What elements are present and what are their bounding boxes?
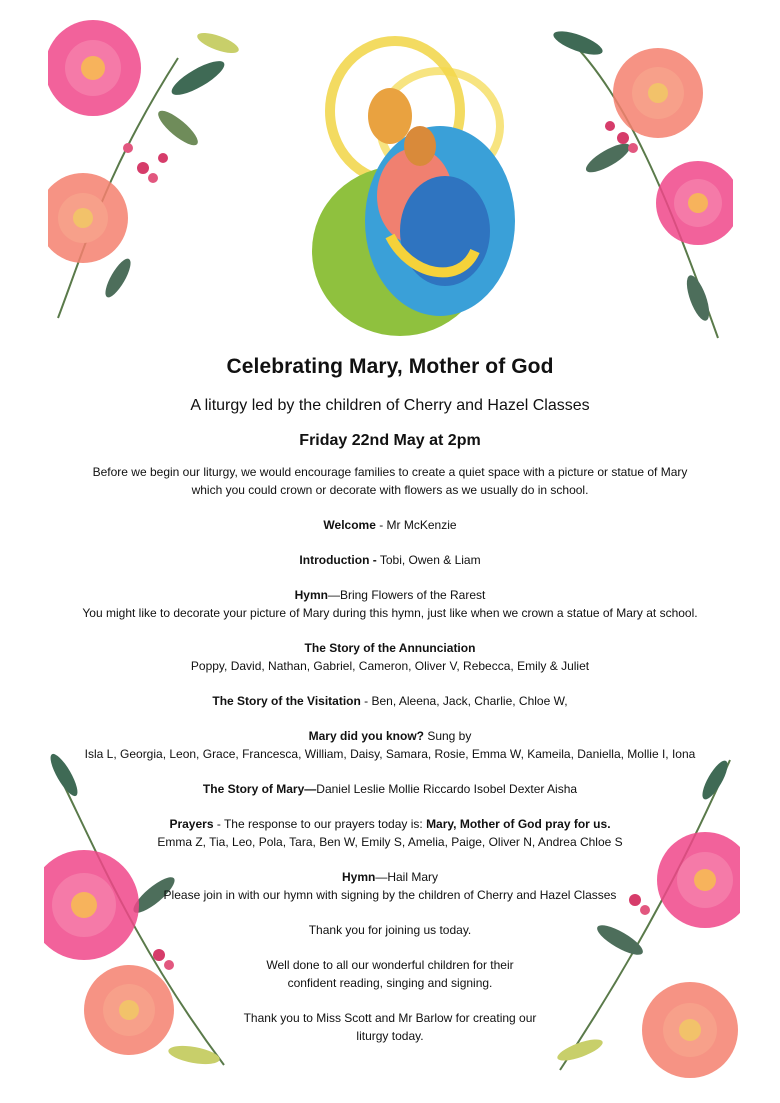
story-mary-label: The Story of Mary— xyxy=(202,782,317,796)
introduction-section xyxy=(40,551,740,569)
thanks-joining: Thank you for joining us today. xyxy=(308,923,472,937)
madonna-child-artwork xyxy=(300,36,530,341)
intro-paragraph xyxy=(40,463,740,499)
event-date: Friday 22nd May at 2pm xyxy=(299,432,481,449)
hymn-note: You might like to decorate your picture of Mary during this hymn, just like when we crown a statue of Mary at school. xyxy=(82,606,698,620)
story-mary-section xyxy=(40,780,740,798)
prayers-section xyxy=(40,815,740,851)
annunciation-section xyxy=(40,639,740,675)
mary-know-section xyxy=(40,727,740,763)
page-title: Celebrating Mary, Mother of God xyxy=(226,355,554,378)
welcome-text: - Mr McKenzie xyxy=(375,518,457,532)
hymn-text: —Bring Flowers of the Rarest xyxy=(327,588,486,602)
floral-corner-top-left xyxy=(48,18,248,348)
mary-know-text: Sung by xyxy=(423,729,472,743)
hymn-text: —Hail Mary xyxy=(375,870,438,884)
intro-line: Before we begin our liturgy, we would encourage families to create a quiet space with a picture or statue of Mary xyxy=(92,465,688,479)
well-done-line: confident reading, singing and signing. xyxy=(287,976,493,990)
annunciation-names: Poppy, David, Nathan, Gabriel, Cameron, Oliver V, Rebecca, Emily & Juliet xyxy=(190,659,590,673)
story-mary-text: Daniel Leslie Mollie Riccardo Isobel Dexter Aisha xyxy=(316,782,578,796)
hymn1-section xyxy=(40,586,740,622)
thanks-staff-section xyxy=(40,1009,740,1045)
thanks-staff-line: liturgy today. xyxy=(356,1029,424,1043)
hymn2-section xyxy=(40,868,740,904)
welcome-label: Welcome xyxy=(323,518,376,532)
welcome-section xyxy=(40,516,740,534)
annunciation-label: The Story of the Annunciation xyxy=(304,641,476,655)
prayers-response: Mary, Mother of God pray for us. xyxy=(426,817,611,831)
mary-know-names: Isla L, Georgia, Leon, Grace, Francesca, William, Daisy, Samara, Rosie, Emma W, Kameila, Daniella, Mollie I, Iona xyxy=(84,747,696,761)
well-done-section xyxy=(40,956,740,992)
hymn-label: Hymn xyxy=(294,588,328,602)
visitation-label: The Story of the Visitation xyxy=(212,694,361,708)
mary-know-label: Mary did you know? xyxy=(308,729,424,743)
visitation-section xyxy=(40,692,740,710)
well-done-line: Well done to all our wonderful children for their xyxy=(266,958,514,972)
hymn-note: Please join in with our hymn with signing by the children of Cherry and Hazel Classes xyxy=(163,888,617,902)
introduction-text: Tobi, Owen & Liam xyxy=(376,553,481,567)
thanks-staff-line: Thank you to Miss Scott and Mr Barlow for creating our xyxy=(243,1011,537,1025)
prayers-names: Emma Z, Tia, Leo, Pola, Tara, Ben W, Emily S, Amelia, Paige, Oliver N, Andrea Chloe S xyxy=(157,835,623,849)
prayers-label: Prayers xyxy=(169,817,214,831)
floral-corner-top-right xyxy=(548,18,733,353)
subtitle: A liturgy led by the children of Cherry and Hazel Classes xyxy=(190,397,590,414)
visitation-text: - Ben, Aleena, Jack, Charlie, Chloe W, xyxy=(360,694,568,708)
introduction-label: Introduction - xyxy=(299,553,377,567)
prayers-text: - The response to our prayers today is: xyxy=(213,817,427,831)
hymn-label: Hymn xyxy=(341,870,376,884)
intro-line: which you could crown or decorate with flowers as we usually do in school. xyxy=(191,483,589,497)
